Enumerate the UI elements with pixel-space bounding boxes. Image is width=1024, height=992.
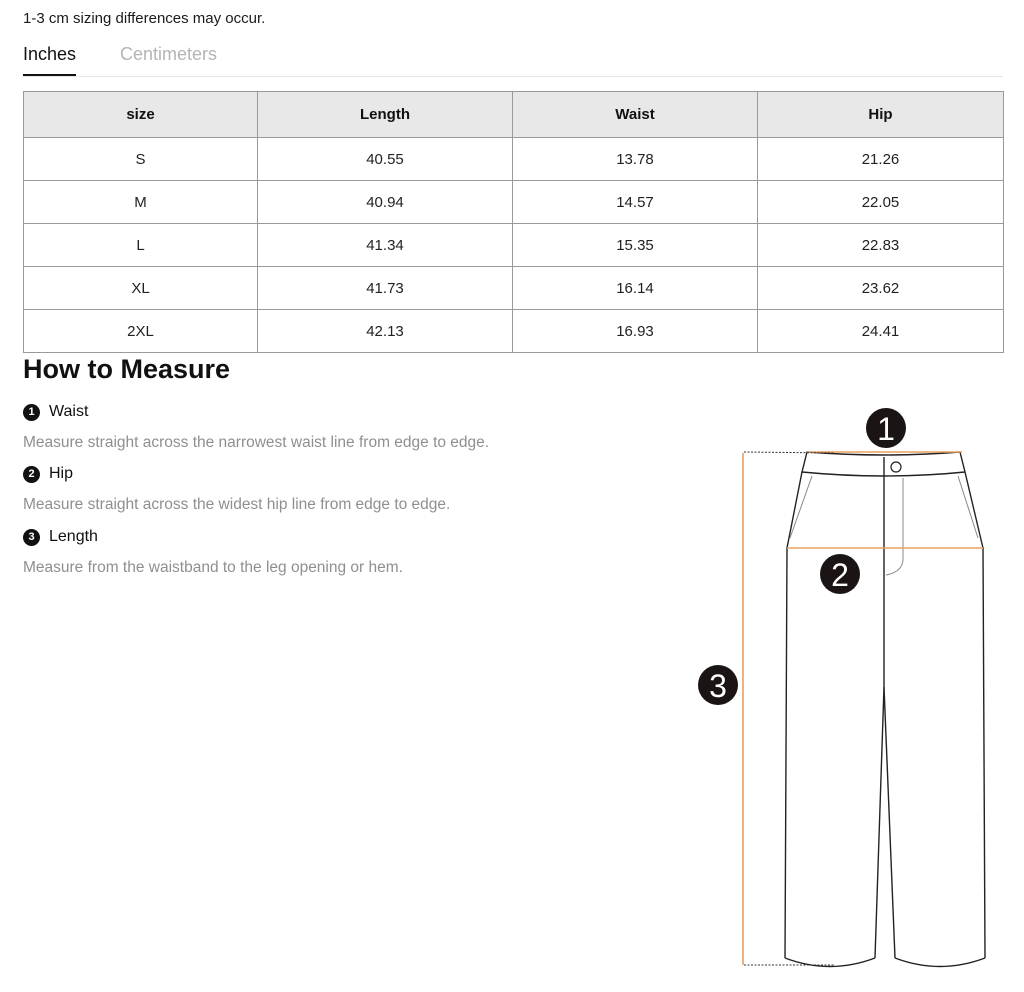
cell-hip: 22.83	[758, 224, 1004, 267]
header-hip: Hip	[758, 92, 1004, 138]
cell-hip: 22.05	[758, 181, 1004, 224]
tab-inches[interactable]: Inches	[23, 44, 76, 76]
cell-size: L	[24, 224, 258, 267]
number-2-icon: 2	[23, 466, 40, 483]
tab-centimeters[interactable]: Centimeters	[120, 44, 218, 64]
how-to-measure-title: How to Measure	[23, 354, 231, 384]
marker-1-icon	[866, 408, 906, 448]
table-row	[24, 224, 1004, 267]
pants-measurement-diagram	[690, 400, 1024, 987]
marker-3-icon	[698, 665, 738, 705]
svg-text:2: 2	[831, 557, 849, 593]
number-1-icon: 1	[23, 404, 40, 421]
marker-2-icon	[820, 554, 860, 594]
cell-waist: 15.35	[513, 224, 758, 267]
table-row	[24, 310, 1004, 353]
measure-description: Measure from the waistband to the leg opening or hem.	[23, 559, 403, 576]
cell-hip: 23.62	[758, 267, 1004, 310]
measure-item-waist	[23, 403, 489, 452]
cell-length: 42.13	[258, 310, 513, 353]
measure-label: Length	[49, 528, 98, 545]
number-3-icon: 3	[23, 529, 40, 546]
cell-waist: 14.57	[513, 181, 758, 224]
svg-text:1: 1	[877, 411, 895, 447]
measure-description: Measure straight across the narrowest waist line from edge to edge.	[23, 434, 490, 451]
measure-item-length	[23, 528, 403, 577]
cell-length: 41.73	[258, 267, 513, 310]
measure-description: Measure straight across the widest hip line from edge to edge.	[23, 496, 451, 513]
header-length: Length	[258, 92, 513, 138]
table-header-row	[24, 92, 1004, 138]
measure-label: Hip	[49, 465, 74, 482]
unit-tabs	[23, 42, 1003, 77]
header-size: size	[24, 92, 258, 138]
cell-size: XL	[24, 267, 258, 310]
table-row	[24, 267, 1004, 310]
cell-hip: 24.41	[758, 310, 1004, 353]
cell-waist: 13.78	[513, 138, 758, 181]
cell-length: 41.34	[258, 224, 513, 267]
sizing-notice: 1-3 cm sizing differences may occur.	[23, 10, 266, 27]
cell-size: 2XL	[24, 310, 258, 353]
size-chart-table	[23, 91, 1004, 353]
cell-waist: 16.93	[513, 310, 758, 353]
cell-length: 40.94	[258, 181, 513, 224]
measure-item-hip	[23, 465, 450, 514]
table-row	[24, 138, 1004, 181]
cell-length: 40.55	[258, 138, 513, 181]
cell-waist: 16.14	[513, 267, 758, 310]
header-waist: Waist	[513, 92, 758, 138]
table-row	[24, 181, 1004, 224]
measure-label: Waist	[49, 403, 89, 420]
cell-hip: 21.26	[758, 138, 1004, 181]
cell-size: S	[24, 138, 258, 181]
svg-text:3: 3	[709, 668, 727, 704]
cell-size: M	[24, 181, 258, 224]
